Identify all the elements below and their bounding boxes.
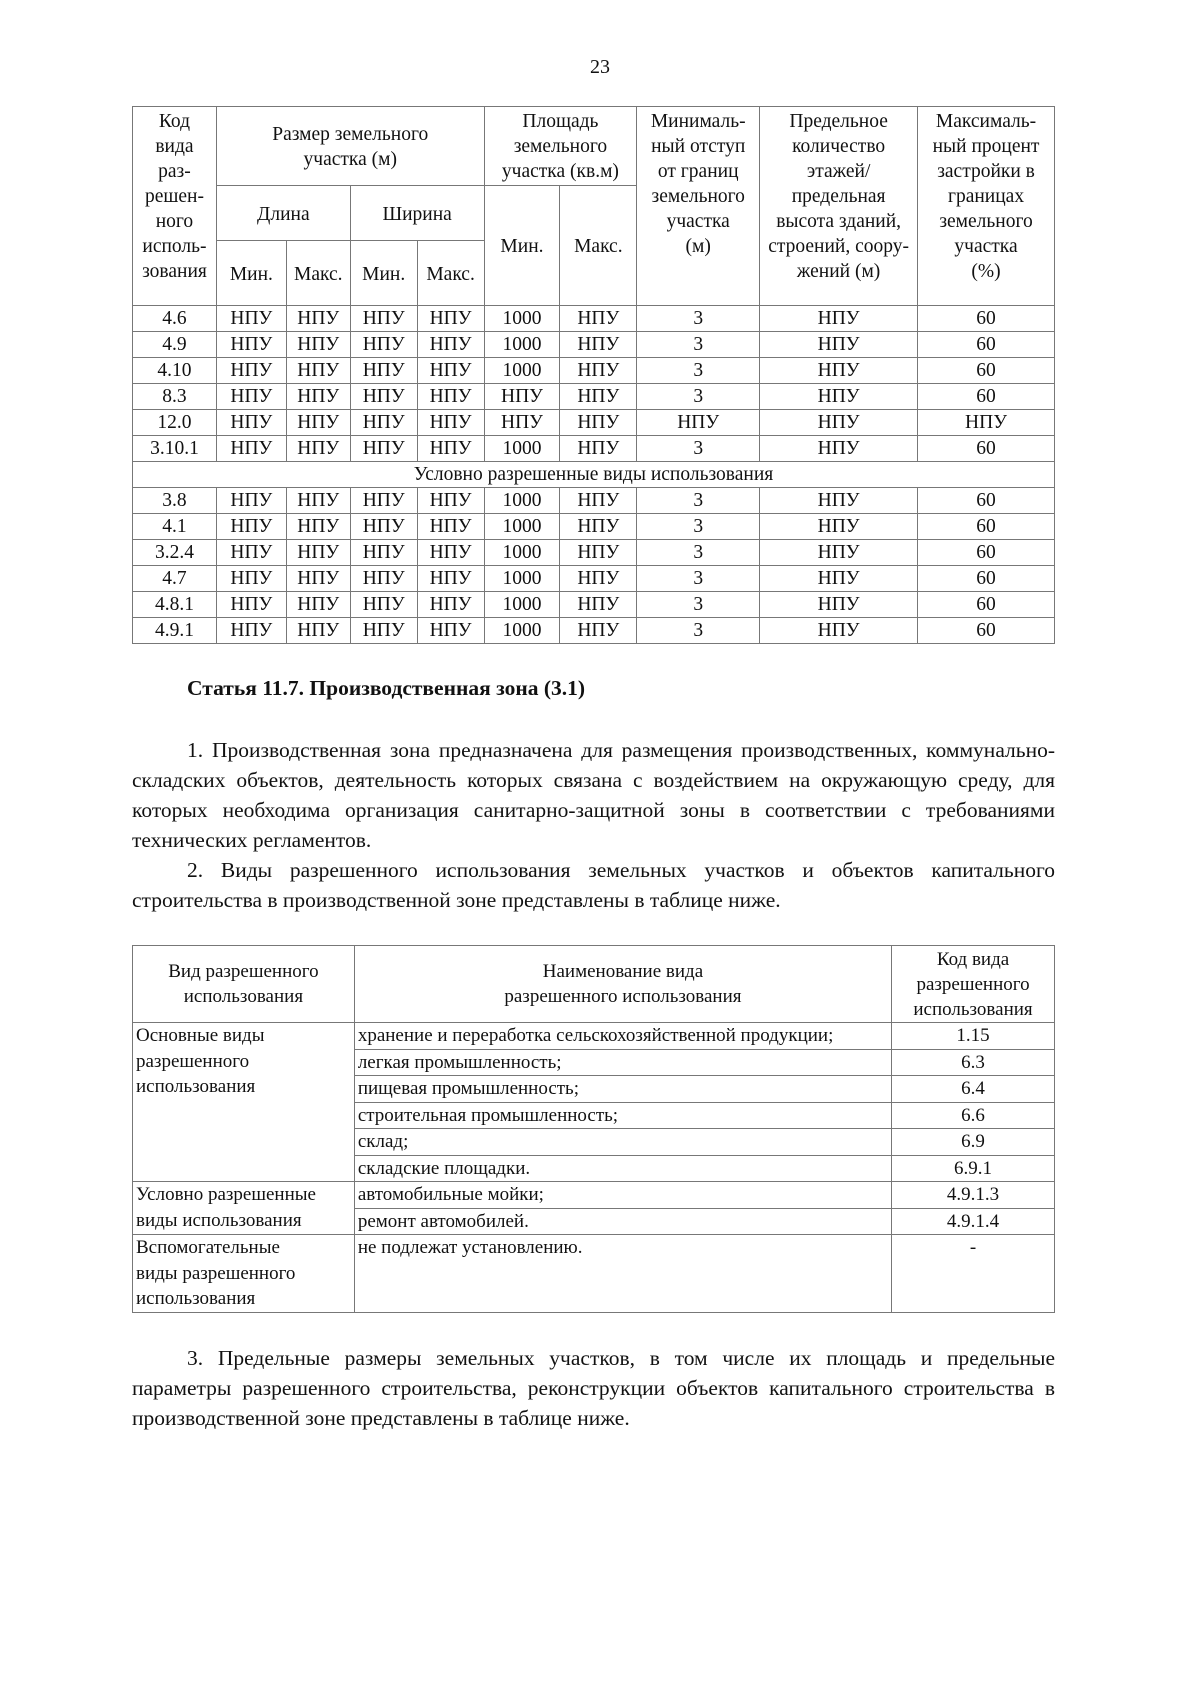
table-row [133,514,1055,540]
table-cell: 60 [918,566,1055,592]
table-cell: 60 [918,436,1055,462]
use-code-cell: 6.9.1 [892,1155,1055,1182]
table-cell: НПУ [286,384,350,410]
table-cell: НПУ [417,306,484,332]
header-width-max: Макс. [417,241,484,306]
table-cell: 3.2.4 [133,540,217,566]
table-cell: НПУ [350,384,417,410]
table-cell: 4.1 [133,514,217,540]
table-cell: НПУ [216,332,286,358]
table-cell: 1000 [484,618,560,644]
table-cell: НПУ [216,514,286,540]
table-cell: НПУ [286,358,350,384]
table-cell: 60 [918,540,1055,566]
header-length-min: Мин. [216,241,286,306]
table-cell: НПУ [560,618,637,644]
table-cell: НПУ [760,306,918,332]
table-cell: 3 [637,566,760,592]
table-row [133,566,1055,592]
table-cell: НПУ [560,540,637,566]
header-line: количество [792,136,886,157]
header-line: разрешенного использования [504,986,742,1007]
header-floors [760,107,918,306]
table-cell: НПУ [350,618,417,644]
table-cell: НПУ [216,540,286,566]
table-cell: 4.7 [133,566,217,592]
use-type-line: использования [136,1076,256,1097]
table-cell: 3 [637,618,760,644]
use-type-line: Условно разрешенные [136,1184,316,1205]
header-use-name [354,946,891,1023]
use-code-cell: 6.3 [892,1049,1055,1076]
paragraph-text: 1. Производственная зона предназначена для размещения производственных, коммунально-складских объектов, деятельность которых связана с воздействием на окружающую среду, для которых необходима организация санитарно-защитной зоны в соответствии с требованиями технических регламентов. [132,738,1055,852]
paragraph-text: 2. Виды разрешенного использования земельных участков и объектов капитального строительства в производственной зоне представлены в таблице ниже. [132,858,1055,912]
use-name-cell: строительная промышленность; [354,1102,891,1129]
table-cell: НПУ [216,306,286,332]
table-cell: 60 [918,384,1055,410]
use-type-cell [133,1182,355,1235]
header-line: решен- [144,186,204,207]
table-cell: 60 [918,514,1055,540]
table-cell: НПУ [350,306,417,332]
table-cell: 3 [637,358,760,384]
use-name-cell: легкая промышленность; [354,1049,891,1076]
header-line: земельного [651,186,745,207]
table-row [133,332,1055,358]
table-row [133,306,1055,332]
header-line: застройки в [937,161,1035,182]
table-cell: 60 [918,306,1055,332]
table-cell: НПУ [216,358,286,384]
header-line: исполь- [142,236,207,257]
use-type-line: Вспомогательные [136,1237,280,1258]
table-cell: 4.9 [133,332,217,358]
table-cell: НПУ [417,540,484,566]
header-width: Ширина [350,186,484,241]
table-cell: НПУ [484,410,560,436]
table-row [133,384,1055,410]
use-type-line: разрешенного [136,1050,250,1072]
use-name-cell: хранение и переработка сельскохозяйственной продукции; [354,1023,891,1050]
table-cell: 60 [918,358,1055,384]
header-line: от границ [657,161,739,182]
header-line: участка (кв.м) [501,161,619,182]
table-row [133,488,1055,514]
use-type-line: виды использования [136,1209,302,1231]
table-cell: 1000 [484,436,560,462]
header-line: Минималь- [650,111,746,132]
header-width-min: Мин. [350,241,417,306]
table-cell: НПУ [286,514,350,540]
table-cell: НПУ [760,514,918,540]
table-cell: 4.8.1 [133,592,217,618]
use-code-cell: 6.4 [892,1076,1055,1103]
table-cell: 3 [637,488,760,514]
table-cell: НПУ [286,540,350,566]
use-name-cell: автомобильные мойки; [354,1182,891,1209]
header-line: разрешенного [916,973,1030,995]
table-cell: НПУ [216,436,286,462]
header-line: границах [947,186,1025,207]
table-cell: НПУ [417,410,484,436]
table-cell: 60 [918,618,1055,644]
use-name-cell: не подлежат установлению. [354,1235,891,1313]
table-cell: 1000 [484,358,560,384]
header-line: Предельное [789,111,888,132]
table-cell: 3 [637,306,760,332]
table-cell: НПУ [760,566,918,592]
table-cell: НПУ [350,566,417,592]
header-size [216,107,484,186]
table-cell: НПУ [350,540,417,566]
use-code-cell: 6.9 [892,1129,1055,1156]
paragraph-2 [132,855,1055,915]
header-line: Размер земельного [272,124,429,145]
table-cell: 4.6 [133,306,217,332]
table-cell: 3 [637,384,760,410]
table-cell: 1000 [484,592,560,618]
header-length-max: Макс. [286,241,350,306]
header-use-code [892,946,1055,1023]
table-cell: НПУ [760,592,918,618]
header-code [133,107,217,306]
table-row [133,1235,1055,1313]
table-cell: НПУ [637,410,760,436]
use-name-cell: складские площадки. [354,1155,891,1182]
table-cell: 3.8 [133,488,217,514]
table-cell: 3 [637,514,760,540]
table-cell: НПУ [286,332,350,358]
table-cell: НПУ [760,332,918,358]
use-code-cell: 1.15 [892,1023,1055,1050]
header-line: жений (м) [796,261,881,282]
table-cell: 1000 [484,514,560,540]
use-type-line: использования [136,1288,256,1309]
table-cell: НПУ [560,566,637,592]
header-line: (%) [971,261,1001,282]
table-cell: 3 [637,436,760,462]
table-cell: НПУ [350,410,417,436]
table-cell: НПУ [286,488,350,514]
table-cell: НПУ [216,488,286,514]
table-cell: 1000 [484,332,560,358]
use-code-cell: 6.6 [892,1102,1055,1129]
use-name-cell: ремонт автомобилей. [354,1208,891,1235]
table-cell: 1000 [484,540,560,566]
header-line: (м) [685,236,711,257]
use-type-line: виды разрешенного [136,1262,296,1284]
header-line: участка [666,211,730,232]
use-type-cell [133,1023,355,1182]
table-cell: НПУ [560,592,637,618]
use-code-cell: - [892,1235,1055,1313]
table-row [133,592,1055,618]
table-cell: НПУ [350,332,417,358]
table-cell: НПУ [760,618,918,644]
table-cell: 4.9.1 [133,618,217,644]
page-number: 23 [590,56,610,78]
table-cell: НПУ [417,436,484,462]
table-cell: 1000 [484,566,560,592]
header-area-max: Макс. [560,186,637,306]
table-cell: НПУ [417,384,484,410]
table-row [133,358,1055,384]
header-line: Вид разрешенного [168,961,319,982]
table-row [133,436,1055,462]
article-heading: Статья 11.7. Производственная зона (3.1) [187,676,586,700]
header-line: Код [158,111,191,132]
table-cell: 3.10.1 [133,436,217,462]
header-line: вида [155,136,194,157]
table-cell: 1000 [484,306,560,332]
table-cell: НПУ [350,488,417,514]
table-cell: 60 [918,592,1055,618]
header-line: земельного [513,136,608,157]
table-cell: НПУ [918,410,1055,436]
table-cell: 60 [918,488,1055,514]
table-row [133,1023,1055,1050]
table-row [133,1182,1055,1209]
header-line: земельного [939,211,1033,232]
table-cell: НПУ [286,306,350,332]
table-cell: 8.3 [133,384,217,410]
table-cell: НПУ [417,332,484,358]
table-cell: НПУ [286,592,350,618]
header-setback [637,107,760,306]
table-cell: НПУ [417,566,484,592]
table-cell: НПУ [286,436,350,462]
table-cell: НПУ [760,488,918,514]
use-name-cell: пищевая промышленность; [354,1076,891,1103]
table-cell: НПУ [216,566,286,592]
table-cell: НПУ [560,514,637,540]
table-cell: НПУ [350,514,417,540]
use-type-line: Основные виды [136,1025,265,1046]
table-cell: НПУ [417,358,484,384]
table-row [133,618,1055,644]
table-cell: НПУ [216,618,286,644]
header-line: раз- [158,161,191,182]
table-cell: НПУ [760,384,918,410]
table-cell: НПУ [216,410,286,436]
use-name-cell: склад; [354,1129,891,1156]
header-line: Площадь [522,111,599,132]
header-line: Наименование вида [542,961,704,982]
permitted-uses-table [132,945,1055,1313]
header-line: участка [954,236,1018,257]
header-line: предельная [791,186,886,207]
table-cell: НПУ [216,384,286,410]
header-line: участка (м) [303,149,397,170]
table-cell: НПУ [286,618,350,644]
header-line: использования [183,986,304,1007]
table-cell: НПУ [760,436,918,462]
header-line: ный отступ [651,136,746,157]
table-cell: 3 [637,540,760,566]
table-cell: НПУ [350,436,417,462]
table-cell: НПУ [560,488,637,514]
header-percent [918,107,1055,306]
use-type-cell [133,1235,355,1313]
table-cell: НПУ [417,488,484,514]
header-line: высота зданий, [776,211,902,232]
section-conditional: Условно разрешенные виды использования [133,462,1055,488]
table-cell: 60 [918,332,1055,358]
table-cell: НПУ [760,358,918,384]
parameters-table [132,106,1055,644]
header-line: ный процент [932,136,1040,157]
table-cell: НПУ [417,514,484,540]
table-cell: НПУ [560,306,637,332]
table-cell: НПУ [286,410,350,436]
conditional-rows [133,488,1055,644]
header-line: строений, соору- [768,236,909,257]
table-row [133,540,1055,566]
table-cell: НПУ [417,592,484,618]
permitted-uses-rows [133,1023,1055,1313]
header-line: зования [142,261,207,282]
table-cell: 1000 [484,488,560,514]
header-line: использования [913,998,1033,1020]
table-cell: НПУ [560,384,637,410]
table-cell: НПУ [216,592,286,618]
table-cell: НПУ [760,540,918,566]
table-cell: НПУ [484,384,560,410]
use-code-cell: 4.9.1.4 [892,1208,1055,1235]
paragraph-3 [132,1343,1055,1433]
table-cell: НПУ [560,436,637,462]
table-cell: 4.10 [133,358,217,384]
table-cell: НПУ [560,332,637,358]
header-length: Длина [216,186,350,241]
table-row [133,410,1055,436]
main-rows [133,306,1055,462]
header-use-type [133,946,355,1023]
table-cell: НПУ [417,618,484,644]
table-cell: НПУ [350,358,417,384]
header-area-min: Мин. [484,186,560,306]
header-area [484,107,637,186]
header-line: ного [155,211,194,232]
table-cell: 3 [637,592,760,618]
table-cell: НПУ [760,410,918,436]
header-line: этажей/ [806,161,871,182]
table-cell: 12.0 [133,410,217,436]
table-cell: НПУ [560,410,637,436]
table-cell: 3 [637,332,760,358]
table-cell: НПУ [350,592,417,618]
header-line: Максималь- [935,111,1037,132]
use-code-cell: 4.9.1.3 [892,1182,1055,1209]
paragraph-text: 3. Предельные размеры земельных участков, в том числе их площадь и предельные параметры разрешенного строительства, реконструкции объектов капитального строительства в производственной зоне представлены в таблице ниже. [132,1346,1055,1430]
table-cell: НПУ [286,566,350,592]
table-cell: НПУ [560,358,637,384]
header-line: Код вида [936,948,1010,970]
paragraph-1 [132,735,1055,855]
